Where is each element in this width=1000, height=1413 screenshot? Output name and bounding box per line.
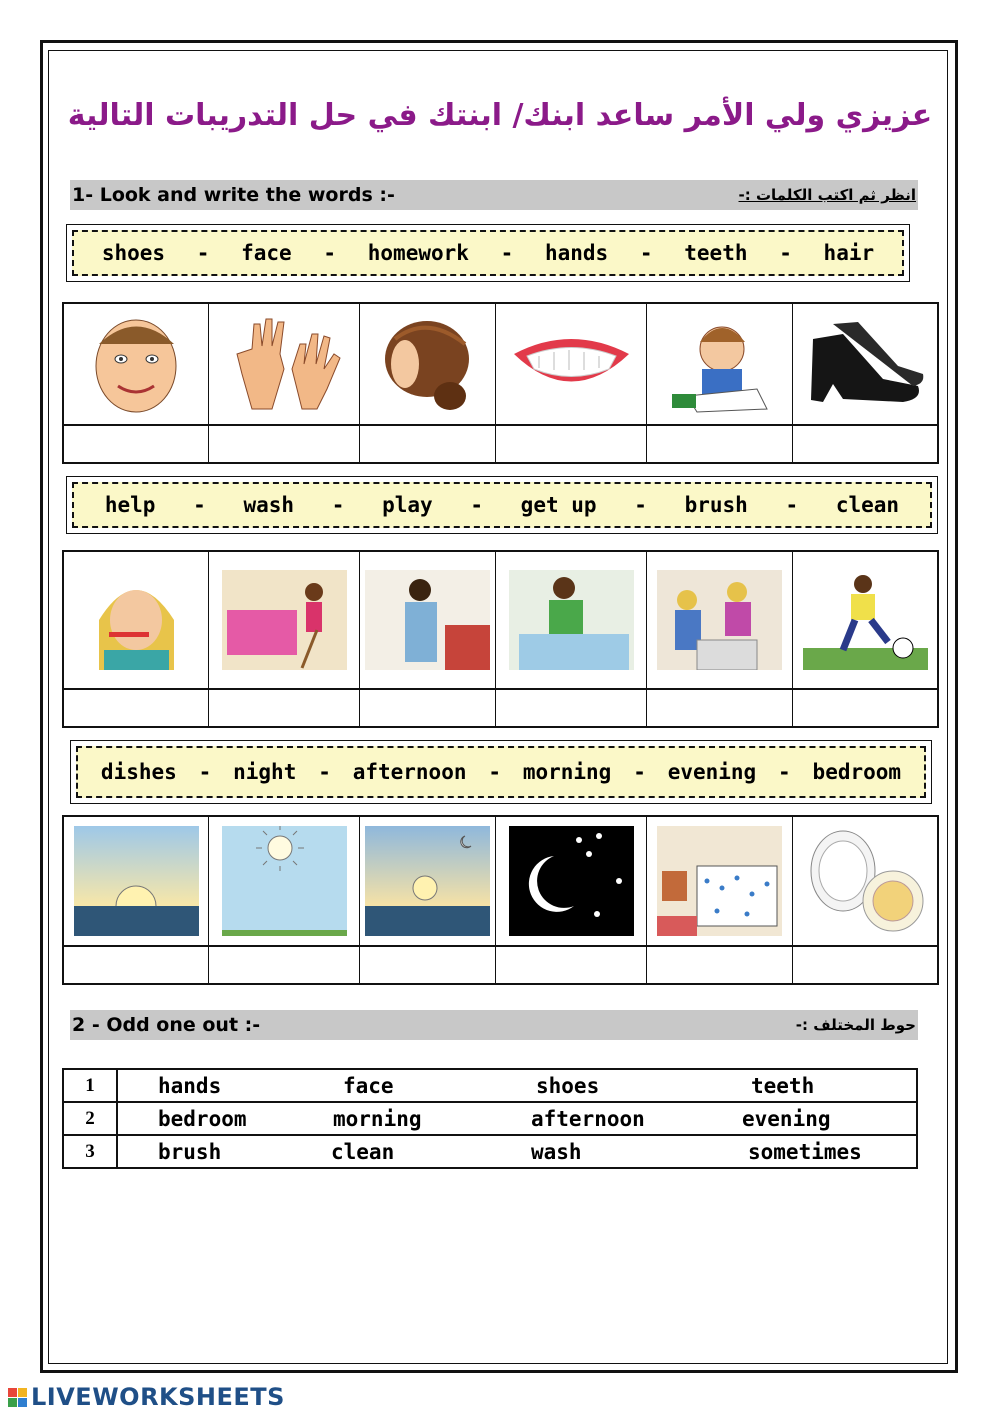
word-bank-word: hair xyxy=(823,241,875,265)
word-bank-word: play xyxy=(382,493,433,517)
row-words xyxy=(117,1102,917,1135)
odd-word[interactable]: teeth xyxy=(751,1074,815,1098)
odd-word[interactable]: brush xyxy=(158,1140,222,1164)
word-bank-word: get up xyxy=(520,493,597,517)
word-bank-3 xyxy=(76,746,926,798)
word-bank-2 xyxy=(72,482,932,528)
answer-box[interactable] xyxy=(360,426,496,462)
row-words xyxy=(117,1135,917,1168)
word-bank-word: hands xyxy=(544,241,609,265)
answer-box[interactable] xyxy=(496,947,647,983)
answer-box[interactable] xyxy=(647,426,793,462)
word-separator: - xyxy=(198,760,212,784)
table-row xyxy=(63,1135,917,1168)
row-number: 1 xyxy=(63,1069,117,1102)
table-row xyxy=(63,1069,917,1102)
odd-word[interactable]: clean xyxy=(331,1140,395,1164)
picture-grid-2 xyxy=(62,550,939,728)
section-2-title-arabic: حوط المختلف :- xyxy=(795,1016,916,1034)
odd-word[interactable]: shoes xyxy=(536,1074,600,1098)
get-up-picture xyxy=(360,552,496,690)
homework-picture xyxy=(647,304,793,426)
answer-box[interactable] xyxy=(647,947,793,983)
odd-word[interactable]: hands xyxy=(158,1074,222,1098)
answer-box[interactable] xyxy=(793,947,937,983)
word-separator: - xyxy=(488,760,501,784)
odd-word[interactable]: wash xyxy=(531,1140,582,1164)
word-separator: - xyxy=(634,493,647,517)
answer-box[interactable] xyxy=(793,690,937,726)
hair-picture xyxy=(360,304,496,426)
page-title: عزيزي ولي الأمر ساعد ابنك/ ابنتك في حل التدريبات التالية xyxy=(67,98,933,133)
word-separator: - xyxy=(639,241,653,265)
word-separator: - xyxy=(633,760,646,784)
word-bank-word: wash xyxy=(243,493,295,517)
answer-box[interactable] xyxy=(64,947,209,983)
section-1-header xyxy=(70,180,918,210)
answer-box[interactable] xyxy=(647,690,793,726)
logo-text: LIVEWORKSHEETS xyxy=(31,1383,285,1411)
word-bank-word: clean xyxy=(835,493,900,517)
answer-box[interactable] xyxy=(793,426,937,462)
odd-word[interactable]: afternoon xyxy=(531,1107,645,1131)
word-bank-word: help xyxy=(104,493,156,517)
section-1-title: 1- Look and write the words :- xyxy=(72,184,395,206)
picture-grid-3 xyxy=(62,815,939,985)
answer-box[interactable] xyxy=(209,947,360,983)
word-separator: - xyxy=(331,493,345,517)
logo-blocks-icon xyxy=(8,1388,27,1407)
word-separator: - xyxy=(196,241,210,265)
word-bank-word: morning xyxy=(522,760,612,784)
section-2-title: 2 - Odd one out :- xyxy=(72,1014,261,1036)
night-picture xyxy=(496,817,647,947)
answer-box[interactable] xyxy=(496,690,647,726)
odd-word[interactable]: bedroom xyxy=(158,1107,247,1131)
brush-teeth-picture xyxy=(64,552,209,690)
answer-box[interactable] xyxy=(209,690,360,726)
word-separator: - xyxy=(470,493,483,517)
word-bank-word: night xyxy=(233,760,297,784)
odd-word[interactable]: morning xyxy=(333,1107,422,1131)
word-bank-1 xyxy=(72,230,904,276)
row-words xyxy=(117,1069,917,1102)
table-row xyxy=(63,1102,917,1135)
sunrise-picture xyxy=(64,817,209,947)
word-separator: - xyxy=(779,241,792,265)
teeth-picture xyxy=(496,304,647,426)
dishes-picture xyxy=(793,817,937,947)
word-bank-word: brush xyxy=(684,493,748,517)
sunset-moon-picture xyxy=(360,817,496,947)
row-number: 2 xyxy=(63,1102,117,1135)
word-bank-word: homework xyxy=(367,241,469,265)
word-bank-word: bedroom xyxy=(812,760,902,784)
word-bank-word: evening xyxy=(667,760,757,784)
wash-dishes-picture xyxy=(496,552,647,690)
word-bank-word: dishes xyxy=(100,760,177,784)
odd-word[interactable]: evening xyxy=(742,1107,831,1131)
answer-box[interactable] xyxy=(496,426,647,462)
section-2-header xyxy=(70,1010,918,1040)
bedroom-picture xyxy=(647,817,793,947)
sun-picture xyxy=(209,817,360,947)
face-picture xyxy=(64,304,209,426)
answer-box[interactable] xyxy=(64,690,209,726)
answer-box[interactable] xyxy=(64,426,209,462)
help-picture xyxy=(647,552,793,690)
word-separator: - xyxy=(193,493,206,517)
word-bank-word: afternoon xyxy=(352,760,467,784)
answer-box[interactable] xyxy=(209,426,360,462)
answer-box[interactable] xyxy=(360,947,496,983)
word-separator: - xyxy=(778,760,791,784)
odd-one-out-table xyxy=(62,1068,918,1169)
word-separator: - xyxy=(785,493,799,517)
liveworksheets-logo xyxy=(8,1383,285,1411)
word-bank-word: teeth xyxy=(684,241,748,265)
word-separator: - xyxy=(318,760,331,784)
word-separator: - xyxy=(323,241,337,265)
play-football-picture xyxy=(793,552,937,690)
hands-picture xyxy=(209,304,360,426)
section-1-title-arabic: انظر ثم اكتب الكلمات :- xyxy=(738,186,916,204)
row-number: 3 xyxy=(63,1135,117,1168)
clean-room-picture xyxy=(209,552,360,690)
answer-box[interactable] xyxy=(360,690,496,726)
shoes-picture xyxy=(793,304,937,426)
word-bank-word: shoes xyxy=(101,241,166,265)
odd-word[interactable]: face xyxy=(343,1074,394,1098)
word-bank-word: face xyxy=(241,241,292,265)
picture-grid-1 xyxy=(62,302,939,464)
word-separator: - xyxy=(500,241,514,265)
odd-word[interactable]: sometimes xyxy=(748,1140,862,1164)
